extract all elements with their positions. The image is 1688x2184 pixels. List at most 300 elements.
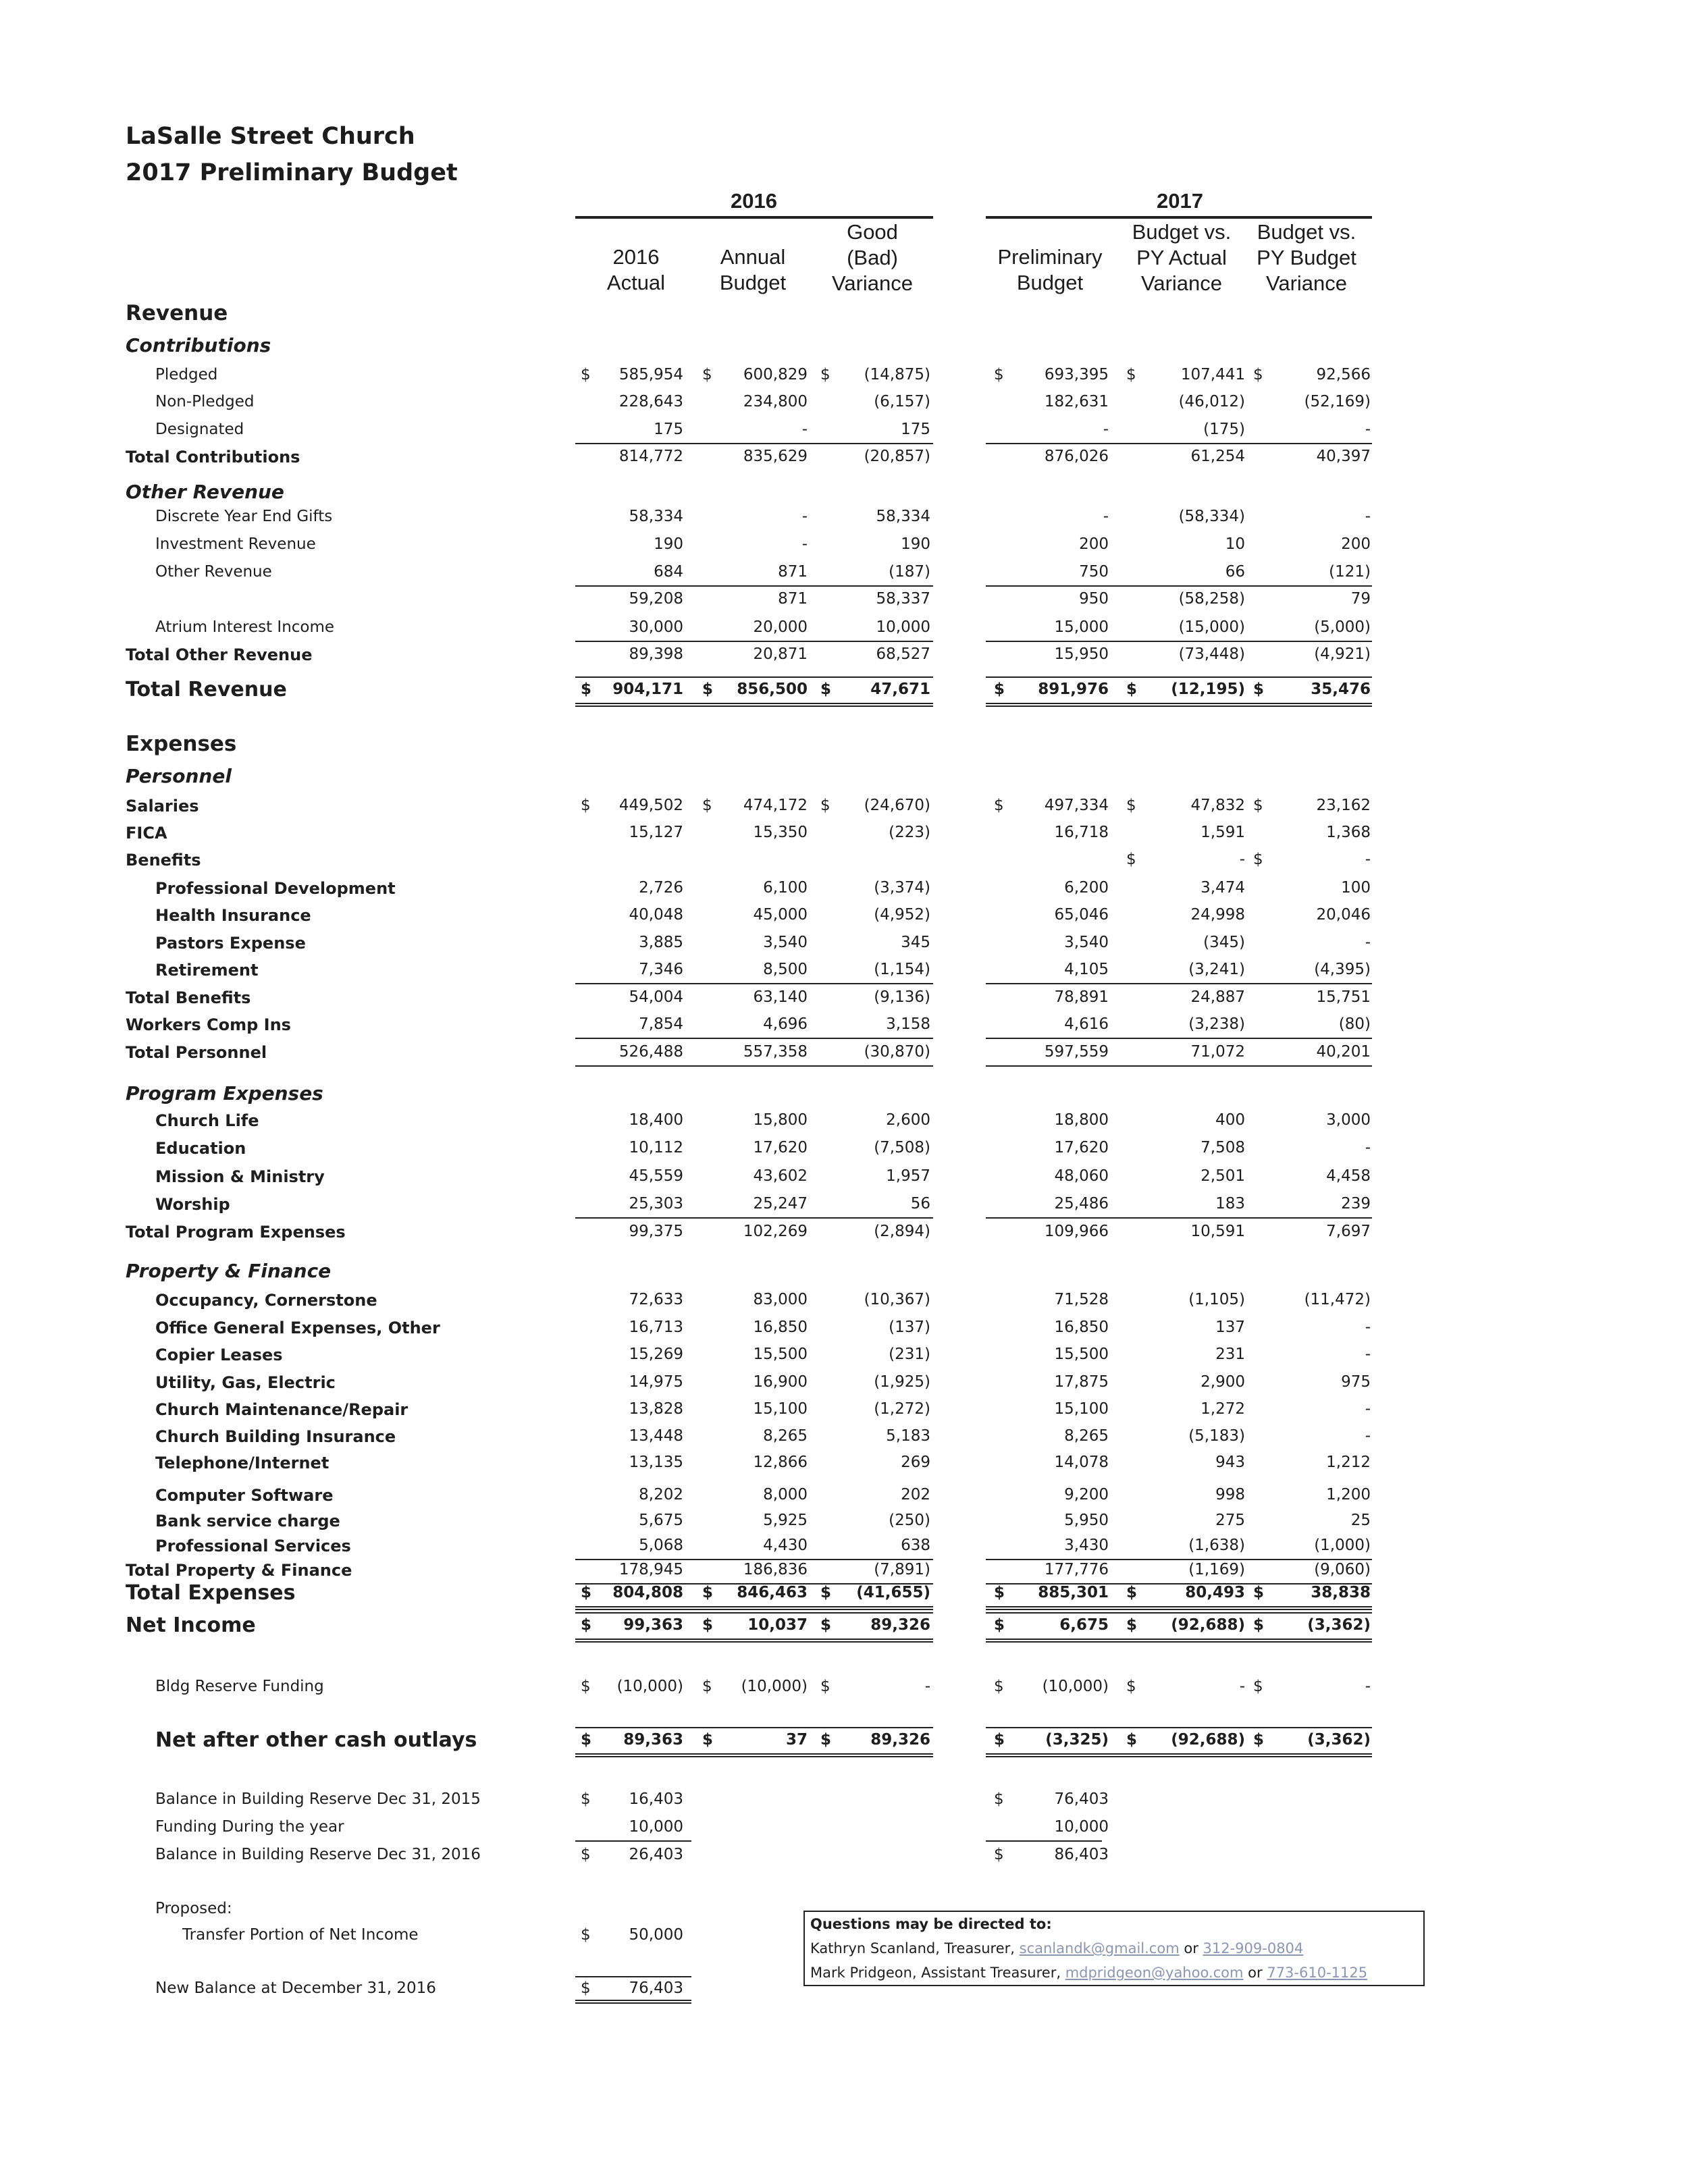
currency-sign: $ — [702, 1584, 714, 1601]
column-header-line: Budget — [1016, 271, 1084, 294]
cell-col-5: 2,900 — [1201, 1373, 1245, 1391]
cell-col-4: 9,200 — [1064, 1486, 1109, 1503]
header-rule-2017 — [986, 216, 1372, 219]
row-label: Personnel — [126, 765, 232, 787]
currency-sign: $ — [702, 1731, 714, 1749]
cell-col-1: 99,375 — [629, 1223, 683, 1240]
cell-col-2: 3,540 — [763, 934, 808, 951]
cell-col-5: (58,258) — [1178, 590, 1245, 608]
column-header-line: Variance — [831, 271, 914, 295]
cell-col-1: 89,363 — [623, 1731, 683, 1749]
currency-sign: $ — [1126, 1616, 1138, 1634]
column-header-line: Actual — [606, 271, 666, 294]
currency-sign: $ — [1253, 1584, 1265, 1601]
cell-col-6: (52,169) — [1304, 393, 1371, 410]
subtotal-rule — [695, 1065, 809, 1067]
subtotal-rule — [575, 1559, 695, 1560]
subtotal-rule — [809, 641, 933, 642]
contact-box — [803, 1911, 1425, 1986]
total-top-rule — [575, 1612, 933, 1614]
treasurer-or: or — [1179, 1940, 1203, 1956]
column-header-line: Variance — [1265, 271, 1348, 295]
cell-col-3: - — [924, 1678, 930, 1695]
cell-col-2: 17,620 — [753, 1139, 808, 1156]
document-title: 2017 Preliminary Budget — [126, 159, 458, 186]
cell-col-5: 24,887 — [1190, 988, 1245, 1006]
currency-sign: $ — [581, 797, 591, 814]
subtotal-rule — [1114, 983, 1240, 984]
reserve-v2016: 10,000 — [629, 1818, 683, 1836]
row-label: Computer Software — [155, 1486, 334, 1505]
cell-col-5: 10 — [1225, 535, 1245, 553]
cell-col-6: - — [1365, 851, 1371, 868]
cell-col-5: (1,169) — [1188, 1561, 1245, 1578]
cell-col-3: (1,925) — [874, 1373, 930, 1391]
cell-col-6: 3,000 — [1326, 1111, 1371, 1129]
cell-col-5: (3,238) — [1188, 1015, 1245, 1033]
cell-col-1: 3,885 — [639, 934, 683, 951]
cell-col-5: (58,334) — [1178, 508, 1245, 525]
column-header-line: 2016 — [612, 245, 660, 269]
cell-col-2: 234,800 — [743, 393, 808, 410]
subtotal-rule — [809, 1217, 933, 1219]
cell-col-5: 137 — [1215, 1319, 1245, 1336]
cell-col-6: - — [1365, 508, 1371, 525]
cell-col-6: 40,397 — [1316, 448, 1371, 465]
cell-col-6: - — [1365, 1427, 1371, 1445]
cell-col-1: 228,643 — [618, 393, 683, 410]
column-header-line: Budget — [719, 271, 787, 294]
cell-col-5: 231 — [1215, 1346, 1245, 1363]
row-label: Total Benefits — [126, 988, 251, 1007]
cell-col-2: 6,100 — [763, 879, 808, 897]
row-label: Copier Leases — [155, 1346, 283, 1364]
cell-col-4: 876,026 — [1044, 448, 1109, 465]
cell-col-5: 7,508 — [1201, 1139, 1245, 1156]
subtotal-rule — [1114, 641, 1240, 642]
column-header-line: (Bad) — [847, 246, 898, 269]
cell-col-6: 20,046 — [1316, 906, 1371, 924]
row-label: Mission & Ministry — [155, 1167, 325, 1186]
currency-sign: $ — [702, 1678, 712, 1695]
cell-col-6: 25 — [1350, 1512, 1371, 1529]
cell-col-1: 190 — [654, 535, 683, 553]
cell-col-5: (175) — [1203, 421, 1245, 438]
cell-col-2: - — [801, 421, 808, 438]
cell-col-6: (3,362) — [1307, 1616, 1371, 1634]
cell-col-6: 200 — [1341, 535, 1371, 553]
cell-col-1: 72,633 — [629, 1291, 683, 1308]
cell-col-1: 7,346 — [639, 961, 683, 978]
subtotal-rule — [575, 443, 695, 444]
currency-sign: $ — [994, 797, 1004, 814]
row-label: Total Revenue — [126, 678, 287, 701]
cell-col-1: 14,975 — [629, 1373, 683, 1391]
transfer-label: Transfer Portion of Net Income — [182, 1926, 419, 1944]
total-double-rule — [986, 703, 1372, 707]
cell-col-4: 4,616 — [1064, 1015, 1109, 1033]
cell-col-5: (345) — [1203, 934, 1245, 951]
currency-sign: $ — [581, 1616, 592, 1634]
cell-col-6: 92,566 — [1316, 366, 1371, 383]
row-label: Professional Services — [155, 1537, 351, 1555]
currency-sign: $ — [994, 1584, 1005, 1601]
cell-col-4: - — [1103, 508, 1109, 525]
cell-col-5: (1,105) — [1188, 1291, 1245, 1308]
cell-col-3: (24,670) — [864, 797, 930, 814]
cell-col-3: (14,875) — [864, 366, 930, 383]
cell-col-3: (4,952) — [874, 906, 930, 924]
cell-col-4: 5,950 — [1064, 1512, 1109, 1529]
cell-col-1: 15,127 — [629, 824, 683, 841]
row-label: Total Contributions — [126, 448, 300, 467]
cell-col-4: 18,800 — [1054, 1111, 1109, 1129]
subtotal-rule — [986, 1038, 1114, 1039]
cell-col-2: 4,430 — [763, 1537, 808, 1554]
cell-col-2: 37 — [785, 1731, 808, 1749]
column-header-line: PY Actual — [1136, 246, 1227, 269]
cell-col-1: 5,068 — [639, 1537, 683, 1554]
reserve-v2017: 10,000 — [1054, 1818, 1109, 1836]
cell-col-3: (2,894) — [874, 1223, 930, 1240]
cell-col-5: 80,493 — [1185, 1584, 1245, 1601]
cell-col-6: (4,395) — [1314, 961, 1371, 978]
cell-col-5: 1,591 — [1201, 824, 1245, 841]
currency-sign: $ — [820, 797, 830, 814]
cell-col-4: 885,301 — [1038, 1584, 1109, 1601]
cell-col-1: 10,112 — [629, 1139, 683, 1156]
subtotal-rule — [575, 1217, 695, 1219]
currency-sign: $ — [1253, 681, 1265, 698]
row-label: Education — [155, 1139, 246, 1158]
row-label: Total Program Expenses — [126, 1223, 346, 1242]
total-double-rule — [575, 703, 933, 707]
column-header-line: Budget vs. — [1132, 220, 1232, 244]
contact-line-treasurer — [810, 1940, 1303, 1956]
currency-sign: $ — [820, 1616, 832, 1634]
cell-col-2: 557,358 — [743, 1043, 808, 1061]
cell-col-6: 1,212 — [1326, 1454, 1371, 1471]
row-label: Total Property & Finance — [126, 1561, 352, 1580]
subtotal-rule — [695, 1559, 809, 1560]
currency-sign: $ — [1126, 1678, 1136, 1695]
cell-col-1: 99,363 — [623, 1616, 683, 1634]
cell-col-6: (11,472) — [1304, 1291, 1371, 1308]
column-header-line: Good — [847, 220, 898, 244]
currency-sign: $ — [581, 1584, 592, 1601]
currency-sign: $ — [581, 1731, 592, 1749]
cell-col-1: 814,772 — [618, 448, 683, 465]
row-label: Discrete Year End Gifts — [155, 508, 333, 525]
cell-col-1: 18,400 — [629, 1111, 683, 1129]
cell-col-2: 846,463 — [737, 1584, 808, 1601]
cell-col-1: 904,171 — [612, 681, 683, 698]
cell-col-2: 20,000 — [753, 618, 808, 636]
cell-col-5: 3,474 — [1201, 879, 1245, 897]
cell-col-4: 6,200 — [1064, 879, 1109, 897]
cell-col-3: 47,671 — [870, 681, 930, 698]
cell-col-1: 804,808 — [612, 1584, 683, 1601]
cell-col-4: - — [1103, 421, 1109, 438]
subtotal-rule — [1240, 585, 1372, 587]
cell-col-4: 15,100 — [1054, 1400, 1109, 1418]
cell-col-2: 5,925 — [763, 1512, 808, 1529]
cell-col-4: 17,875 — [1054, 1373, 1109, 1391]
row-label: Church Life — [155, 1111, 259, 1130]
cell-col-3: (30,870) — [864, 1043, 930, 1061]
currency-sign: $ — [1253, 1616, 1265, 1634]
cell-col-5: (1,638) — [1188, 1537, 1245, 1554]
cell-col-2: 15,100 — [753, 1400, 808, 1418]
row-label: Office General Expenses, Other — [155, 1319, 440, 1337]
row-label: Salaries — [126, 797, 199, 816]
cell-col-5: (15,000) — [1178, 618, 1245, 636]
currency-sign: $ — [1126, 1731, 1138, 1749]
cell-col-2: 856,500 — [737, 681, 808, 698]
row-label: Benefits — [126, 851, 201, 870]
cell-col-2: 20,871 — [753, 645, 808, 663]
cell-col-1: 585,954 — [618, 366, 683, 383]
cell-col-2: 835,629 — [743, 448, 808, 465]
cell-col-6: - — [1365, 1319, 1371, 1336]
org-title: LaSalle Street Church — [126, 123, 415, 150]
row-label: Retirement — [155, 961, 259, 980]
cell-col-3: 68,527 — [876, 645, 930, 663]
cell-col-3: 56 — [910, 1195, 930, 1213]
subtotal-rule — [1240, 641, 1372, 642]
cell-col-5: 2,501 — [1201, 1167, 1245, 1185]
cell-col-2: 12,866 — [753, 1454, 808, 1471]
cell-col-2: 600,829 — [743, 366, 808, 383]
currency-sign: $ — [1253, 797, 1263, 814]
cell-col-2: 83,000 — [753, 1291, 808, 1308]
cell-col-1: 15,269 — [629, 1346, 683, 1363]
reserve-v2017: 86,403 — [1054, 1846, 1109, 1863]
assistant-phone-link[interactable]: 773-610-1125 — [1267, 1965, 1368, 1981]
treasurer-email-link[interactable]: scanlandk@gmail.com — [1019, 1940, 1180, 1956]
subtotal-rule — [575, 585, 695, 587]
column-header-line: Annual — [720, 245, 786, 269]
cell-col-1: 89,398 — [629, 645, 683, 663]
total-top-rule — [575, 676, 933, 678]
subtotal-rule — [695, 443, 809, 444]
row-label: Church Building Insurance — [155, 1427, 396, 1446]
cell-col-2: 8,500 — [763, 961, 808, 978]
subtotal-rule — [575, 983, 695, 984]
reserve-v2017: 76,403 — [1054, 1790, 1109, 1808]
subtotal-rule — [1114, 1559, 1240, 1560]
cell-col-2: 25,247 — [753, 1195, 808, 1213]
cell-col-4: 693,395 — [1044, 366, 1109, 383]
cell-col-4: 200 — [1079, 535, 1109, 553]
cell-col-1: 16,713 — [629, 1319, 683, 1336]
row-label: Net Income — [126, 1614, 256, 1637]
cell-col-6: - — [1365, 1346, 1371, 1363]
cell-col-2: 63,140 — [753, 988, 808, 1006]
cell-col-3: 58,337 — [876, 590, 930, 608]
currency-sign: $ — [1126, 681, 1138, 698]
currency-sign: $ — [994, 1678, 1004, 1695]
currency-sign: $ — [581, 1846, 591, 1863]
cell-col-4: 17,620 — [1054, 1139, 1109, 1156]
cell-col-4: 597,559 — [1044, 1043, 1109, 1061]
assistant-name: Mark Pridgeon, Assistant Treasurer, — [810, 1965, 1065, 1981]
cell-col-5: 47,832 — [1190, 797, 1245, 814]
cell-col-5: 400 — [1215, 1111, 1245, 1129]
cell-col-3: (187) — [889, 563, 930, 581]
subtotal-rule — [986, 443, 1114, 444]
row-label: Investment Revenue — [155, 535, 316, 553]
cell-col-3: (9,136) — [874, 988, 930, 1006]
total-top-rule — [575, 1727, 933, 1728]
currency-sign: $ — [820, 1731, 832, 1749]
cell-col-4: 182,631 — [1044, 393, 1109, 410]
total-double-rule — [986, 1606, 1372, 1610]
cell-col-5: 275 — [1215, 1512, 1245, 1529]
subtotal-rule — [809, 1065, 933, 1067]
cell-col-3: 3,158 — [886, 1015, 930, 1033]
cell-col-5: 61,254 — [1190, 448, 1245, 465]
subtotal-rule — [986, 585, 1114, 587]
reserve-label: Funding During the year — [155, 1818, 344, 1836]
cell-col-1: 175 — [654, 421, 683, 438]
cell-col-4: 25,486 — [1054, 1195, 1109, 1213]
subtotal-rule — [1114, 1217, 1240, 1219]
cell-col-2: 10,037 — [747, 1616, 808, 1634]
treasurer-phone-link[interactable]: 312-909-0804 — [1203, 1940, 1304, 1956]
cell-col-6: - — [1365, 1678, 1371, 1695]
total-double-rule — [575, 1753, 933, 1757]
cell-col-1: 13,828 — [629, 1400, 683, 1418]
currency-sign: $ — [994, 1731, 1005, 1749]
column-header-3 — [798, 219, 947, 296]
cell-col-5: (92,688) — [1171, 1731, 1245, 1749]
currency-sign: $ — [581, 1790, 591, 1808]
cell-col-6: 975 — [1341, 1373, 1371, 1391]
cell-col-3: 345 — [901, 934, 930, 951]
cell-col-3: (7,508) — [874, 1139, 930, 1156]
cell-col-2: 15,800 — [753, 1111, 808, 1129]
cell-col-1: 8,202 — [639, 1486, 683, 1503]
subtotal-rule — [575, 641, 695, 642]
row-label: Other Revenue — [126, 481, 284, 503]
row-label: Church Maintenance/Repair — [155, 1400, 408, 1419]
header-rule-2016 — [575, 216, 933, 219]
cell-col-4: 65,046 — [1054, 906, 1109, 924]
year-2016-header: 2016 — [731, 189, 777, 213]
cell-col-2: 15,500 — [753, 1346, 808, 1363]
cell-col-6: 4,458 — [1326, 1167, 1371, 1185]
treasurer-name: Kathryn Scanland, Treasurer, — [810, 1940, 1020, 1956]
row-label: Property & Finance — [126, 1260, 332, 1282]
cell-col-4: 78,891 — [1054, 988, 1109, 1006]
currency-sign: $ — [1126, 797, 1136, 814]
reserve-rule — [986, 1840, 1102, 1842]
cell-col-6: 38,838 — [1311, 1584, 1371, 1601]
cell-col-1: 178,945 — [618, 1561, 683, 1578]
cell-col-1: 7,854 — [639, 1015, 683, 1033]
cell-col-4: 8,265 — [1064, 1427, 1109, 1445]
row-label: Atrium Interest Income — [155, 618, 335, 636]
total-double-rule — [986, 1639, 1372, 1643]
currency-sign: $ — [1253, 366, 1263, 383]
cell-col-4: (10,000) — [1042, 1678, 1109, 1695]
subtotal-rule — [986, 1065, 1114, 1067]
cell-col-4: 16,718 — [1054, 824, 1109, 841]
row-label: Worship — [155, 1195, 230, 1214]
cell-col-3: 89,326 — [870, 1731, 930, 1749]
subtotal-rule — [1240, 1038, 1372, 1039]
cell-col-2: 15,350 — [753, 824, 808, 841]
total-double-rule — [575, 1606, 933, 1610]
row-label: Contributions — [126, 334, 271, 356]
row-label: Revenue — [126, 301, 228, 325]
row-label: Bldg Reserve Funding — [155, 1678, 324, 1695]
reserve-label: Balance in Building Reserve Dec 31, 2015 — [155, 1790, 481, 1808]
currency-sign: $ — [994, 681, 1005, 698]
new-balance-label: New Balance at December 31, 2016 — [155, 1979, 436, 1997]
assistant-email-link[interactable]: mdpridgeon@yahoo.com — [1065, 1965, 1244, 1981]
row-label: Telephone/Internet — [155, 1454, 329, 1472]
cell-col-5: (73,448) — [1178, 645, 1245, 663]
subtotal-rule — [809, 1559, 933, 1560]
cell-col-4: 15,000 — [1054, 618, 1109, 636]
cell-col-6: - — [1365, 421, 1371, 438]
cell-col-4: 497,334 — [1044, 797, 1109, 814]
cell-col-2: 16,900 — [753, 1373, 808, 1391]
cell-col-3: (250) — [889, 1512, 930, 1529]
cell-col-3: (6,157) — [874, 393, 930, 410]
total-double-rule — [986, 1753, 1372, 1757]
cell-col-2: 16,850 — [753, 1319, 808, 1336]
cell-col-3: 2,600 — [886, 1111, 930, 1129]
cell-col-6: 7,697 — [1326, 1223, 1371, 1240]
cell-col-3: 10,000 — [876, 618, 930, 636]
column-header-line: Budget vs. — [1257, 220, 1356, 244]
cell-col-4: 48,060 — [1054, 1167, 1109, 1185]
cell-col-2: 871 — [778, 590, 808, 608]
subtotal-rule — [809, 443, 933, 444]
subtotal-rule — [1240, 443, 1372, 444]
reserve-v2016: 16,403 — [629, 1790, 683, 1808]
currency-sign: $ — [581, 366, 591, 383]
cell-col-3: (231) — [889, 1346, 930, 1363]
cell-col-3: 89,326 — [870, 1616, 930, 1634]
currency-sign: $ — [820, 1678, 830, 1695]
subtotal-rule — [986, 983, 1114, 984]
new-balance-value: 76,403 — [629, 1979, 683, 1997]
reserve-label: Balance in Building Reserve Dec 31, 2016 — [155, 1846, 481, 1863]
cell-col-3: (7,891) — [874, 1561, 930, 1578]
row-label: Total Personnel — [126, 1043, 267, 1062]
cell-col-4: 109,966 — [1044, 1223, 1109, 1240]
cell-col-4: 750 — [1079, 563, 1109, 581]
currency-sign: $ — [702, 681, 714, 698]
row-label: FICA — [126, 824, 167, 843]
cell-col-2: 4,696 — [763, 1015, 808, 1033]
currency-sign: $ — [1253, 1731, 1265, 1749]
contact-line-assistant — [810, 1965, 1367, 1981]
subtotal-rule — [809, 983, 933, 984]
cell-col-3: 175 — [901, 421, 930, 438]
year-2017-header: 2017 — [1157, 189, 1203, 213]
subtotal-rule — [1240, 1217, 1372, 1219]
currency-sign: $ — [702, 366, 712, 383]
cell-col-2: 8,000 — [763, 1486, 808, 1503]
cell-col-3: (41,655) — [856, 1584, 930, 1601]
column-header-line: Preliminary — [997, 245, 1103, 269]
cell-col-5: 183 — [1215, 1195, 1245, 1213]
